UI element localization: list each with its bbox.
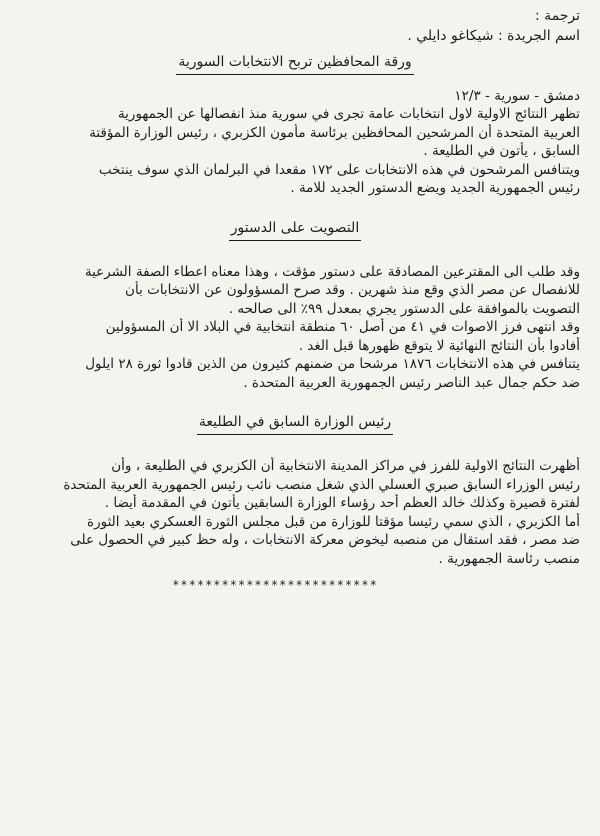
newspaper-name-line: اسم الجريدة : شيكاغو دايلي .	[407, 28, 580, 44]
dateline: دمشق - سورية - ١٢/٣	[454, 88, 580, 104]
section-heading-constitution-vote	[10, 218, 580, 241]
paragraph-line: رئيس الوزراء السابق صبري العسلي الذي شغل منصب نائب رئيس الجمهورية العربية المتحدة	[63, 476, 580, 493]
former-pm-paragraph	[10, 457, 580, 568]
paragraph-line: أظهرت النتائج الاولية للفرز في مراكز المدينة الانتخابية أن الكزبري في الطليعة ، وأن	[111, 458, 580, 474]
paragraph-line: تظهر النتائج الاولية لاول انتخابات عامة تجرى في سورية منذ انفصالها عن الجمهورية	[117, 106, 580, 122]
intro-paragraph	[10, 105, 580, 198]
end-marker: *************************	[172, 578, 378, 592]
paragraph-line: لفترة قصيرة وكذلك خالد العظم أحد رؤساء الوزارة السابقين يأتون في المقدمة أيضا .	[104, 495, 580, 511]
paragraph-line: رئيس الجمهورية الجديد ويضع الدستور الجديد للامة .	[290, 180, 580, 196]
paragraph-line: للانفصال عن مصر الذي وقع منذ شهرين . وقد صرح المسؤولون عن الانتخابات بأن	[125, 282, 580, 298]
paragraph-line: أما الكزبري ، الذي سمي رئيسا مؤقتا للوزارة من قبل مجلس الثورة العسكري بعيد الثورة	[87, 513, 580, 530]
paragraph-line: يتنافس في هذه الانتخابات ١٨٧٦ مرشحا من ضمنهم كثيرون من الذين قادوا ثورة ٢٨ ايلول	[85, 356, 580, 372]
paragraph-line: السابق ، يأتون في الطليعة .	[423, 143, 580, 159]
paragraph-line: منصب رئاسة الجمهورية .	[438, 550, 580, 567]
paragraph-line: التصويت بالموافقة على الدستور يجري بمعدل ٩٩٪ الى صالحه .	[228, 300, 580, 317]
document-title-text: ورقة المحافظين تربح الانتخابات السورية	[176, 52, 413, 75]
paragraph-line: وقد انتهى فرز الاصوات في ٤١ من أصل ٦٠ منطقة انتخابية في البلاد الا أن المسؤولين	[105, 319, 580, 335]
section-heading-former-pm	[10, 412, 580, 435]
document-title	[10, 52, 580, 75]
paragraph-line: العربية المتحدة أن المرشحين المحافظين برئاسة مأمون الكزبري ، رئيس الوزارة المؤقتة	[89, 124, 580, 141]
paragraph-line: وقد طلب الى المقترعين المصادقة على دستور مؤقت ، وهذا معناه اعطاء الصفة الشرعية	[84, 263, 580, 280]
translation-label: ترجمة :	[534, 8, 580, 24]
section-heading-text: التصويت على الدستور	[229, 218, 361, 241]
paragraph-line: ويتنافس المرشحون في هذه الانتخابات على ١٧٢ مقعدا في البرلمان الذي سوف ينتخب	[98, 161, 580, 178]
paragraph-line: ضد مصر ، فقد استقال من منصبه ليخوض معركة الانتخابات ، وله حظ كبير في الحصول على	[70, 532, 580, 548]
constitution-paragraph	[10, 263, 580, 393]
paragraph-line: أفادوا بأن النتائج النهائية لا يتوقع ظهورها قبل الغد .	[298, 337, 580, 354]
paragraph-line: ضد حكم جمال عبد الناصر رئيس الجمهورية العربية المتحدة .	[243, 374, 580, 391]
section-heading-text: رئيس الوزارة السابق في الطليعة	[197, 412, 393, 435]
